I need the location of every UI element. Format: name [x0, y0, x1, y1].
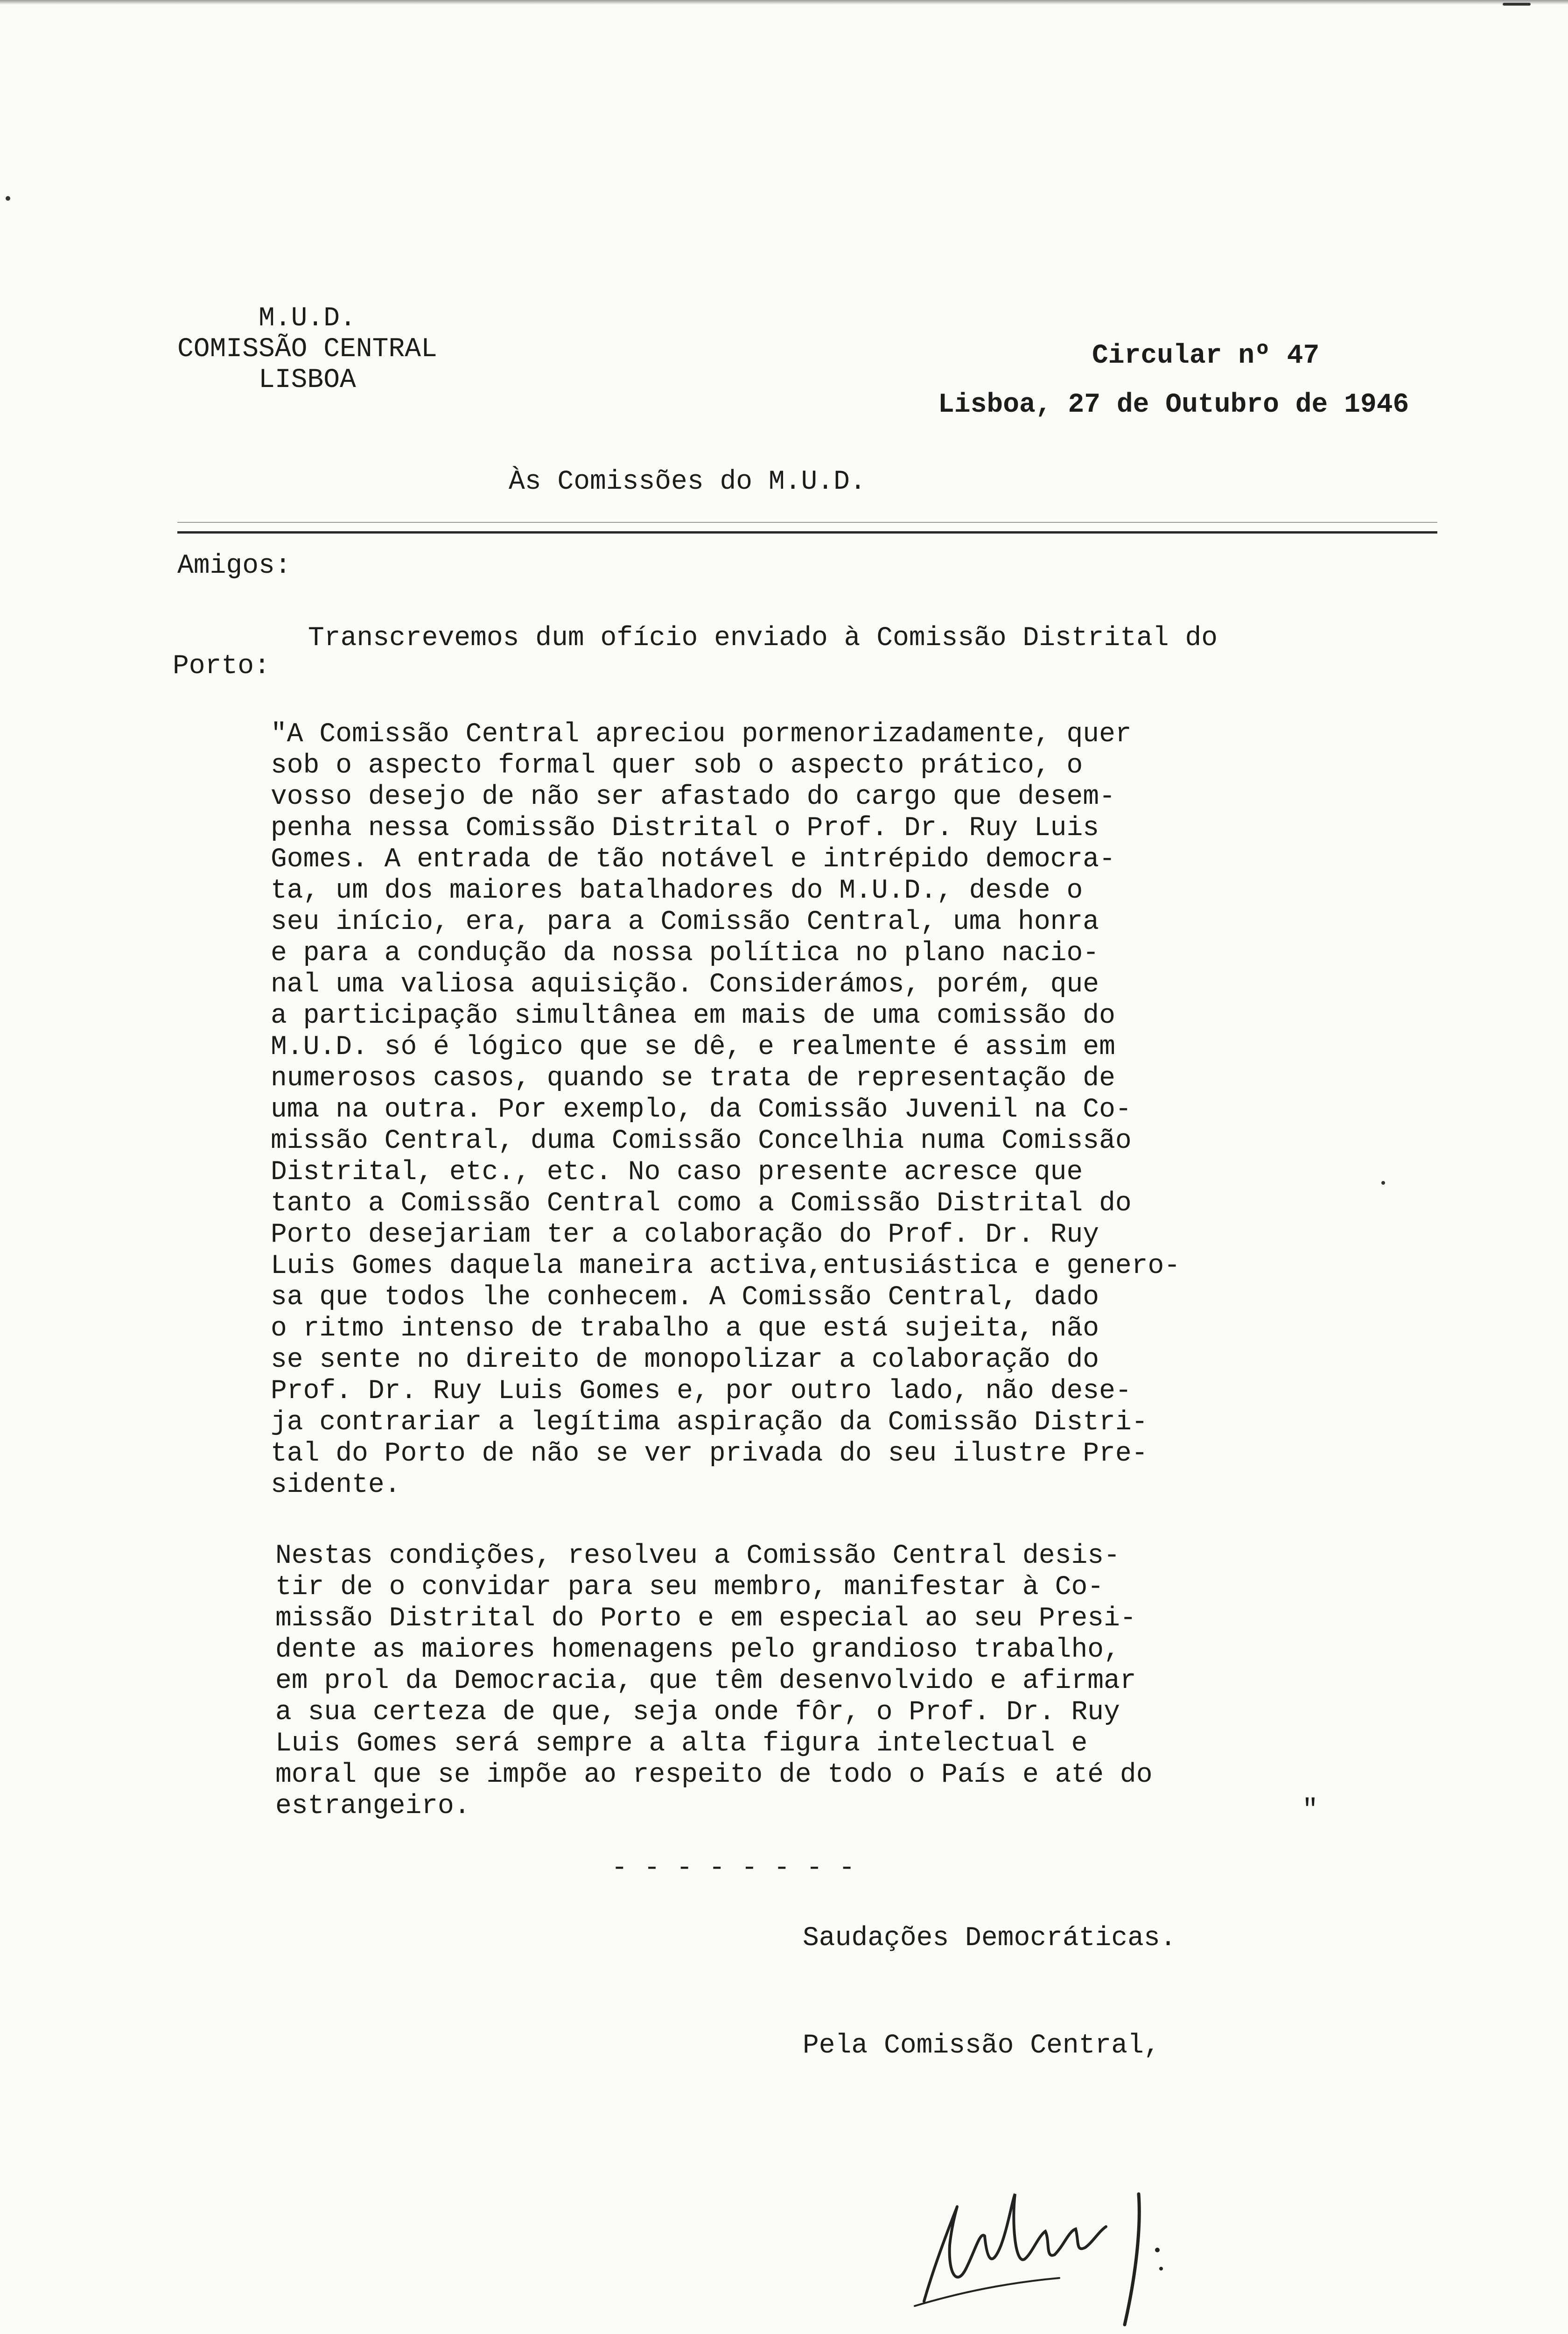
closing-greeting: Saudações Democráticas. — [803, 1923, 1176, 1954]
quote-line: a participação simultânea em mais de uma comissão do — [271, 1001, 1115, 1031]
quote-line: sa que todos lhe conhecem. A Comissão Central, dado — [271, 1282, 1099, 1313]
divider-line — [177, 531, 1437, 534]
quote-line: Porto desejariam ter a colaboração do Prof. Dr. Ruy — [271, 1220, 1099, 1250]
quote-line: Luis Gomes daquela maneira activa,entusiástica e genero- — [271, 1251, 1181, 1281]
quote-line: tanto a Comissão Central como a Comissão Distrital do — [271, 1188, 1132, 1219]
divider-thin — [177, 522, 1437, 523]
quote-line: tal do Porto de não se ver privada do seu ilustre Pre- — [271, 1439, 1148, 1469]
quote-line: penha nessa Comissão Distrital o Prof. Dr. Ruy Luis — [271, 813, 1099, 844]
separator: - - - - - - - - — [611, 1853, 855, 1884]
paragraph-line: moral que se impõe ao respeito de todo o País e até do — [275, 1760, 1153, 1790]
scan-top-edge — [0, 0, 1568, 5]
quote-line: ta, um dos maiores batalhadores do M.U.D., desde o — [271, 876, 1083, 906]
quote-line: "A Comissão Central apreciou pormenorizadamente, quer — [271, 719, 1132, 750]
quote-line: se sente no direito de monopolizar a colaboração do — [271, 1345, 1099, 1375]
quote-line: sidente. — [271, 1470, 401, 1500]
quote-line: Prof. Dr. Ruy Luis Gomes e, por outro lado, não dese- — [271, 1376, 1132, 1406]
salutation: Amigos: — [177, 551, 291, 581]
quote-line: e para a condução da nossa política no plano nacio- — [271, 938, 1099, 969]
signed-by: Pela Comissão Central, — [803, 2031, 1160, 2061]
sender-line-city: LISBOA — [259, 365, 356, 395]
circular-number: Circular nº 47 — [1092, 341, 1320, 371]
intro-line-2: Porto: — [173, 651, 270, 682]
quote-line: Distrital, etc., etc. No caso presente acresce que — [271, 1157, 1083, 1188]
quote-line: vosso desejo de não ser afastado do cargo que desem- — [271, 782, 1115, 812]
quote-line: nal uma valiosa aquisição. Considerámos, porém, que — [271, 970, 1099, 1000]
paragraph-line: dente as maiores homenagens pelo grandioso trabalho, — [275, 1635, 1120, 1665]
quote-line: missão Central, duma Comissão Concelhia numa Comissão — [271, 1126, 1132, 1156]
quote-line: ja contrariar a legítima aspiração da Comissão Distri- — [271, 1407, 1148, 1438]
handwritten-signature — [905, 2152, 1204, 2329]
paragraph-line: tir de o convidar para seu membro, manifestar à Co- — [275, 1572, 1104, 1603]
quote-line: uma na outra. Por exemplo, da Comissão Juvenil na Co- — [271, 1095, 1132, 1125]
paragraph-line: estrangeiro. — [275, 1791, 470, 1821]
scan-speck — [1503, 3, 1531, 6]
paragraph-line: missão Distrital do Porto e em especial ao seu Presi- — [275, 1603, 1136, 1634]
scan-speck — [6, 196, 10, 201]
paragraph-line: a sua certeza de que, seja onde fôr, o Prof. Dr. Ruy — [275, 1697, 1120, 1728]
quote-line: seu início, era, para a Comissão Central, uma honra — [271, 907, 1099, 937]
intro-line-1: Transcrevemos dum ofício enviado à Comissão Distrital do — [308, 623, 1218, 654]
scan-speck — [1381, 1181, 1385, 1185]
paragraph-line: Nestas condições, resolveu a Comissão Central desis- — [275, 1541, 1120, 1571]
quote-line: M.U.D. só é lógico que se dê, e realmente é assim em — [271, 1032, 1115, 1062]
addressee: Às Comissões do M.U.D. — [509, 467, 866, 497]
quote-line: numerosos casos, quando se trata de representação de — [271, 1063, 1115, 1094]
sender-line-committee: COMISSÃO CENTRAL — [177, 334, 437, 365]
resolution-paragraph — [275, 1540, 1153, 1822]
letter-date: Lisboa, 27 de Outubro de 1946 — [938, 390, 1409, 420]
paragraph-line: Luis Gomes será sempre a alta figura intelectual e — [275, 1729, 1088, 1759]
quote-line: o ritmo intenso de trabalho a que está sujeita, não — [271, 1314, 1099, 1344]
quote-line: sob o aspecto formal quer sob o aspecto prático, o — [271, 751, 1083, 781]
sender-block — [177, 303, 437, 396]
closing-quote-mark: " — [1302, 1795, 1318, 1826]
sender-line-org: M.U.D. — [259, 303, 356, 334]
quote-line: Gomes. A entrada de tão notável e intrépido democra- — [271, 844, 1115, 875]
paragraph-line: em prol da Democracia, que têm desenvolvido e afirmar — [275, 1666, 1136, 1696]
quoted-letter — [271, 719, 1180, 1501]
